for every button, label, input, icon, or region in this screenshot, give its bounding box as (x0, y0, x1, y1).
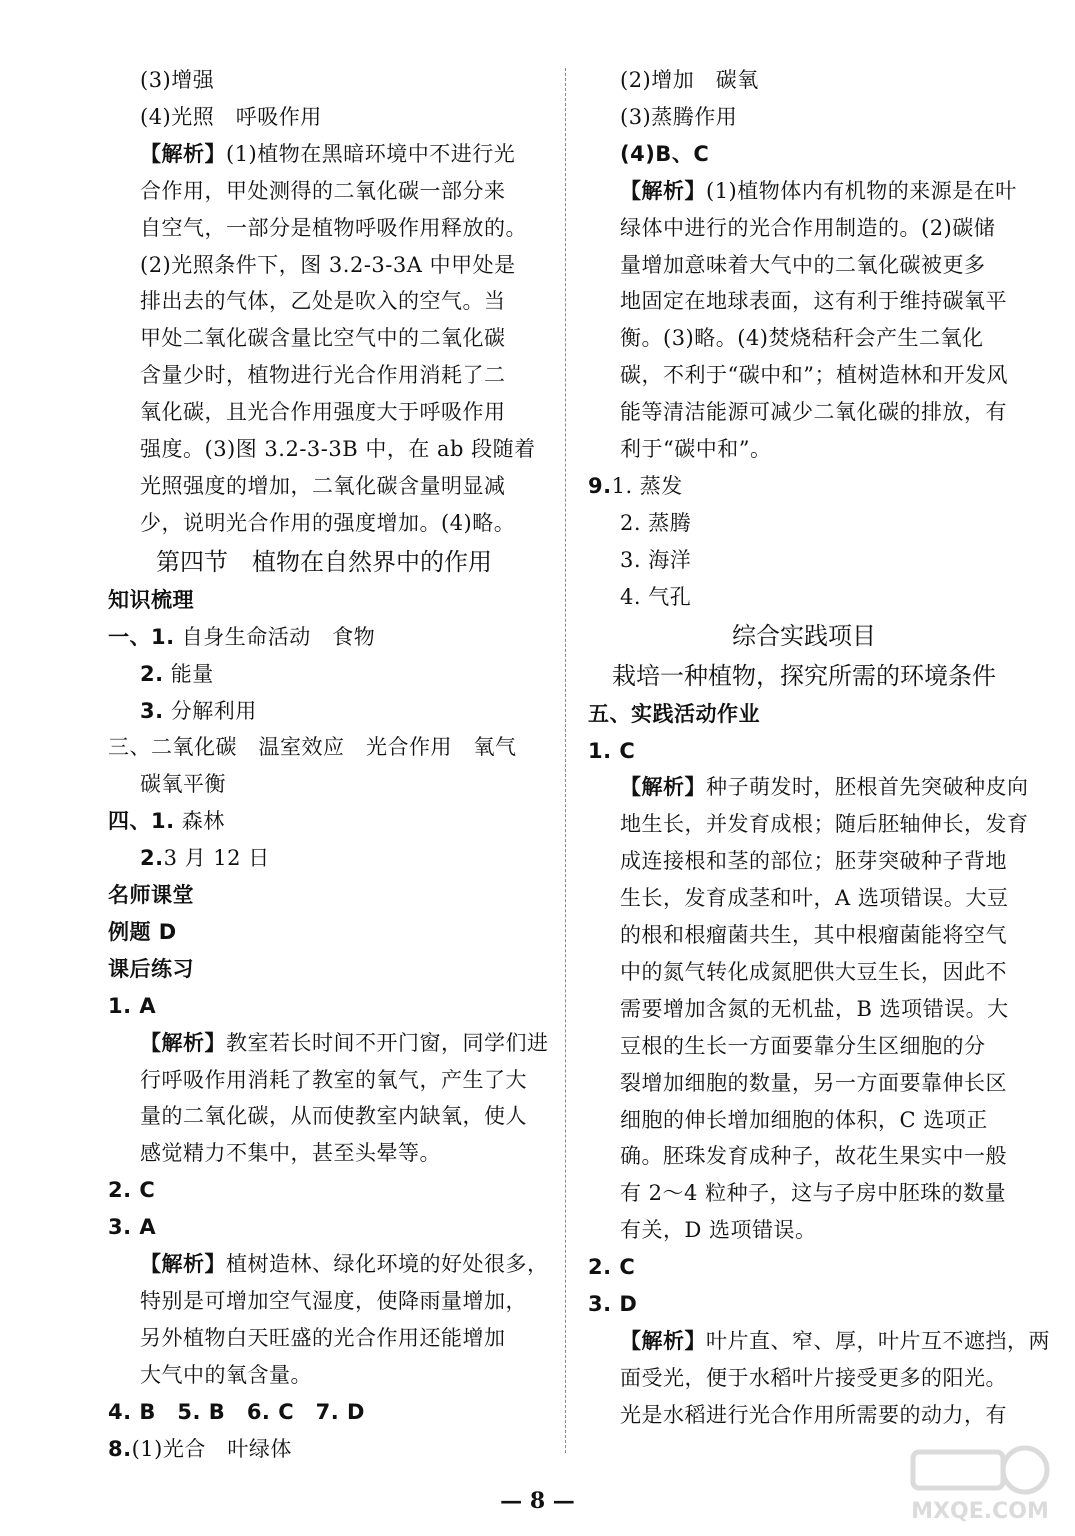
analysis-line: 中的氮气转化成氮肥供大豆生长，因此不 (620, 959, 1007, 984)
analysis-line: 【解析】种子萌发时，胚根首先突破种皮向 (620, 775, 1029, 800)
answer-line: 8.(1)光合 叶绿体 (108, 1436, 292, 1461)
analysis-tag: 【解析】 (140, 141, 226, 166)
analysis-line: 甲处二氧化碳含量比空气中的二氧化碳 (140, 326, 506, 351)
answer-line: 2. 蒸腾 (620, 510, 692, 535)
answer-line: (4)光照 呼吸作用 (140, 104, 322, 129)
analysis-line: 强度。(3)图 3.2-3-3B 中，在 ab 段随着 (140, 437, 536, 462)
subheading: 五、实践活动作业 (588, 701, 760, 726)
answer-line: 3. A (108, 1215, 157, 1240)
answer-line: 一、1. 自身生命活动 食物 (108, 624, 376, 649)
right-column (584, 62, 1050, 1434)
page-number: — 8 — (500, 1488, 575, 1514)
section-title: 综合实践项目 (732, 621, 876, 650)
answer-line: 2. C (108, 1178, 156, 1203)
analysis-line: 【解析】叶片直、窄、厚，叶片互不遮挡，两 (620, 1329, 1050, 1353)
answer-line: (4)B、C (620, 141, 710, 166)
analysis-line: 【解析】植树造林、绿化环境的好处很多， (140, 1252, 549, 1277)
analysis-line: 量增加意味着大气中的二氧化碳被更多 (620, 252, 986, 277)
answer-line: 9.1. 蒸发 (588, 473, 683, 498)
subheading: 例题 D (108, 919, 177, 944)
answer-line: 3. 海洋 (620, 547, 692, 572)
analysis-line: 氧化碳，且光合作用强度大于呼吸作用 (140, 400, 506, 425)
answer-line: 三、二氧化碳 温室效应 光合作用 氧气 (108, 735, 517, 760)
subheading: 名师课堂 (108, 883, 194, 908)
watermark-text: MXQE.COM (911, 1499, 1049, 1524)
analysis-line: 【解析】教室若长时间不开门窗，同学们进 (140, 1030, 549, 1055)
answer-line: (3)蒸腾作用 (620, 104, 738, 129)
analysis-line: 地固定在地球表面，这有利于维持碳氧平 (620, 289, 1007, 314)
answer-line: 3. 分解利用 (140, 698, 257, 723)
analysis-line: 豆根的生长一方面要靠分生区细胞的分 (620, 1033, 986, 1058)
analysis-line: 绿体中进行的光合作用制造的。(2)碳储 (620, 215, 996, 240)
answer-line: 4. B 5. B 6. C 7. D (108, 1399, 365, 1424)
analysis-tag: 【解析】 (620, 775, 706, 800)
analysis-tag: 【解析】 (620, 178, 706, 203)
left-column (104, 62, 549, 1468)
answer-line: 碳氧平衡 (140, 772, 226, 797)
analysis-line: 光照强度的增加，二氧化碳含量明显减 (140, 473, 506, 498)
analysis-line: 利于“碳中和”。 (620, 437, 772, 462)
analysis-line: 少，说明光合作用的强度增加。(4)略。 (140, 510, 516, 535)
analysis-line: 排出去的气体，乙处是吹入的空气。当 (140, 289, 506, 314)
answer-line: 1. A (108, 993, 157, 1018)
answer-line: 4. 气孔 (620, 584, 692, 609)
analysis-line: 裂增加细胞的数量，另一方面要靠伸长区 (620, 1070, 1007, 1095)
subheading: 课后练习 (108, 956, 194, 981)
answer-line: 2.3 月 12 日 (140, 846, 270, 871)
answer-line: 四、1. 森林 (108, 809, 225, 834)
analysis-line: 自空气，一部分是植物呼吸作用释放的。 (140, 215, 527, 240)
analysis-line: 感觉精力不集中，甚至头晕等。 (140, 1141, 441, 1166)
answer-line: (2)增加 碳氧 (620, 68, 759, 92)
analysis-line: 需要增加含氮的无机盐，B 选项错误。大 (620, 996, 1009, 1021)
analysis-line: 有关，D 选项错误。 (620, 1218, 817, 1243)
subheading: 知识梳理 (108, 587, 194, 612)
analysis-line: 含量少时，植物进行光合作用消耗了二 (140, 363, 506, 388)
analysis-line: 成连接根和茎的部位；胚芽突破种子背地 (620, 849, 1007, 874)
analysis-line: 合作用，甲处测得的二氧化碳一部分来 (140, 178, 506, 203)
analysis-line: 地生长，并发育成根；随后胚轴伸长，发育 (620, 812, 1029, 837)
analysis-line: 生长，发育成茎和叶，A 选项错误。大豆 (620, 886, 1009, 911)
analysis-tag: 【解析】 (140, 1252, 226, 1277)
analysis-line: 另外植物白天旺盛的光合作用还能增加 (140, 1325, 506, 1350)
analysis-line: 大气中的氧含量。 (140, 1362, 312, 1387)
analysis-tag: 【解析】 (620, 1329, 706, 1353)
analysis-line: 碳，不利于“碳中和”；植树造林和开发风 (620, 363, 1008, 388)
analysis-line: 行呼吸作用消耗了教室的氧气，产生了大 (140, 1067, 527, 1092)
section-subtitle: 栽培一种植物，探究所需的环境条件 (612, 661, 996, 690)
analysis-line: 面受光，便于水稻叶片接受更多的阳光。 (620, 1365, 1007, 1390)
section-title: 第四节 植物在自然界中的作用 (156, 547, 492, 576)
analysis-line: 的根和根瘤菌共生，其中根瘤菌能将空气 (620, 923, 1007, 948)
watermark-logo (905, 1442, 1055, 1524)
column-divider (565, 68, 566, 1453)
analysis-line: 光是水稻进行光合作用所需要的动力，有 (620, 1402, 1007, 1427)
analysis-line: 细胞的伸长增加细胞的体积，C 选项正 (620, 1107, 988, 1132)
analysis-line: 特别是可增加空气湿度，使降雨量增加， (140, 1289, 527, 1313)
analysis-line: 能等清洁能源可减少二氧化碳的排放，有 (620, 400, 1007, 425)
analysis-line: 有 2～4 粒种子，这与子房中胚珠的数量 (620, 1181, 1007, 1206)
answer-line: (3)增强 (140, 68, 215, 92)
answer-line: 3. D (588, 1292, 638, 1317)
analysis-line: 【解析】(1)植物体内有机物的来源是在叶 (620, 178, 1017, 203)
answer-line: 2. 能量 (140, 661, 214, 686)
analysis-line: 确。胚珠发育成种子，故花生果实中一般 (620, 1144, 1007, 1169)
analysis-line: 【解析】(1)植物在黑暗环境中不进行光 (140, 141, 516, 166)
answer-line: 2. C (588, 1255, 636, 1280)
analysis-tag: 【解析】 (140, 1030, 226, 1055)
analysis-line: 衡。(3)略。(4)焚烧秸秆会产生二氧化 (620, 326, 984, 351)
analysis-line: 量的二氧化碳，从而使教室内缺氧，使人 (140, 1104, 527, 1129)
answer-line: 1. C (588, 738, 636, 763)
analysis-line: (2)光照条件下，图 3.2-3-3A 中甲处是 (140, 252, 516, 277)
